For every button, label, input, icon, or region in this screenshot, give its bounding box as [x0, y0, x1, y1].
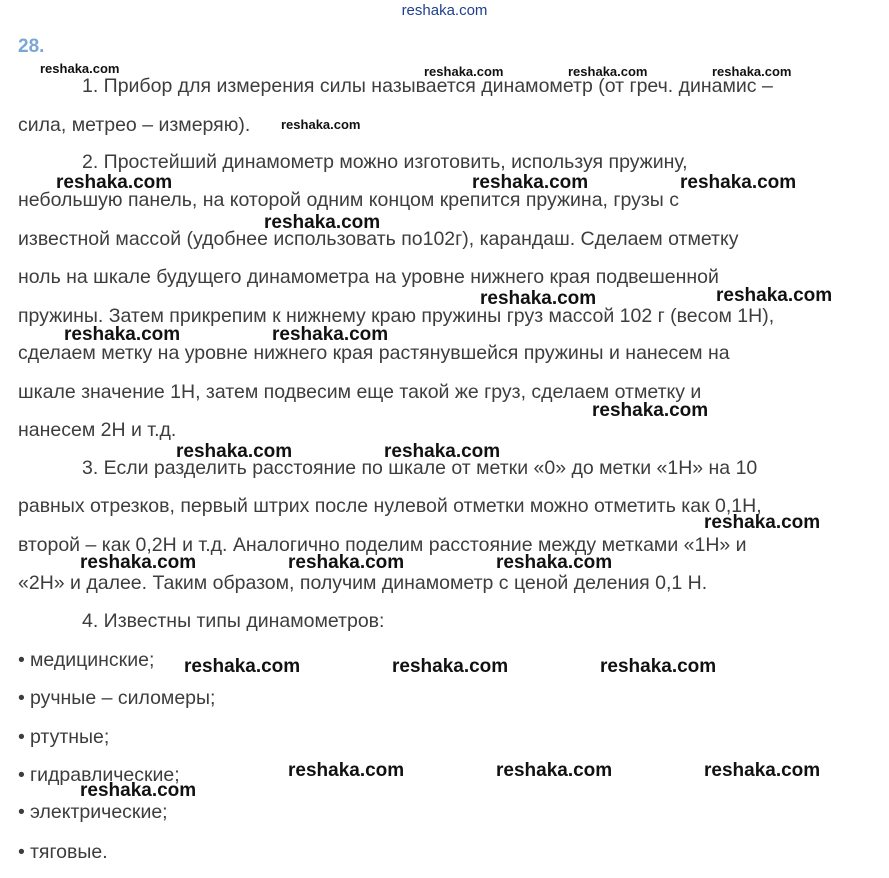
- text-line-14: «2Н» и далее. Таким образом, получим динамометр с ценой деления 0,1 Н.: [18, 572, 708, 594]
- text-line-5: известной массой (удобнее использовать по102г), карандаш. Сделаем отметку: [18, 228, 739, 250]
- list-item-label: ручные – силомеры;: [30, 687, 216, 709]
- list-item-label: медицинские;: [30, 649, 155, 671]
- task-number: 28.: [18, 36, 45, 57]
- watermark: reshaka.com: [176, 441, 293, 462]
- watermark: reshaka.com: [184, 656, 301, 677]
- text-line-10: нанесем 2Н и т.д.: [18, 419, 177, 441]
- text-line-4: небольшую панель, на которой одним концом крепится пружина, грузы с: [18, 189, 679, 211]
- watermark: reshaka.com: [704, 512, 821, 533]
- text-line-11: 3. Если разделить расстояние по шкале от метки «0» до метки «1Н» на 10: [82, 457, 758, 479]
- text-line-15: 4. Известны типы динамометров:: [82, 610, 385, 632]
- watermark: reshaka.com: [424, 64, 504, 79]
- watermark: reshaka.com: [392, 656, 509, 677]
- site-header[interactable]: reshaka.com: [401, 2, 488, 19]
- watermark: reshaka.com: [40, 61, 120, 76]
- watermark: reshaka.com: [281, 117, 361, 132]
- text-line-3: 2. Простейший динамометр можно изготовить, используя пружину,: [82, 151, 688, 173]
- watermark: reshaka.com: [56, 172, 173, 193]
- watermark: reshaka.com: [600, 656, 717, 677]
- watermark: reshaka.com: [592, 400, 709, 421]
- watermark: reshaka.com: [472, 172, 589, 193]
- watermark: reshaka.com: [496, 760, 613, 781]
- text-line-13: второй – как 0,2Н и т.д. Аналогично поделим расстояние между метками «1Н» и: [18, 534, 747, 556]
- list-item: [18, 648, 154, 672]
- watermark: reshaka.com: [716, 285, 833, 306]
- watermark: reshaka.com: [712, 64, 792, 79]
- watermark: reshaka.com: [80, 552, 197, 573]
- text-line-2: сила, метрео – измеряю).: [18, 114, 251, 136]
- list-item-label: ртутные;: [30, 726, 110, 748]
- watermark: reshaka.com: [272, 324, 389, 345]
- list-item-label: электрические;: [30, 801, 168, 823]
- text-line-6: ноль на шкале будущего динамометра на уровне нижнего края подвешенной: [18, 266, 719, 288]
- watermark: reshaka.com: [680, 172, 797, 193]
- watermark: reshaka.com: [80, 780, 197, 801]
- bullet-icon: •: [18, 801, 25, 823]
- watermark: reshaka.com: [64, 324, 181, 345]
- watermark: reshaka.com: [480, 288, 597, 309]
- watermark: reshaka.com: [288, 552, 405, 573]
- watermark: reshaka.com: [288, 760, 405, 781]
- bullet-icon: •: [18, 764, 25, 786]
- bullet-icon: •: [18, 726, 25, 748]
- list-item: [18, 840, 108, 864]
- bullet-icon: •: [18, 649, 25, 671]
- text-line-1: 1. Прибор для измерения силы называется динамометр (от греч. динамис –: [82, 75, 773, 97]
- bullet-icon: •: [18, 687, 25, 709]
- list-item: [18, 800, 168, 824]
- list-item: [18, 686, 215, 710]
- text-line-7: пружины. Затем прикрепим к нижнему краю пружины груз массой 102 г (весом 1Н),: [18, 305, 775, 327]
- watermark: reshaka.com: [264, 212, 381, 233]
- bullet-icon: •: [18, 841, 25, 863]
- watermark: reshaka.com: [384, 441, 501, 462]
- list-item-label: гидравлические;: [30, 764, 180, 786]
- list-item-label: тяговые.: [30, 841, 108, 863]
- list-item: [18, 725, 109, 749]
- watermark: reshaka.com: [496, 552, 613, 573]
- text-line-12: равных отрезков, первый штрих после нулевой отметки можно отметить как 0,1Н,: [18, 495, 762, 517]
- text-line-9: шкале значение 1Н, затем подвесим еще такой же груз, сделаем отметку и: [18, 381, 702, 403]
- text-line-8: сделаем метку на уровне нижнего края растянувшейся пружины и нанесем на: [18, 342, 730, 364]
- watermark: reshaka.com: [704, 760, 821, 781]
- watermark: reshaka.com: [568, 64, 648, 79]
